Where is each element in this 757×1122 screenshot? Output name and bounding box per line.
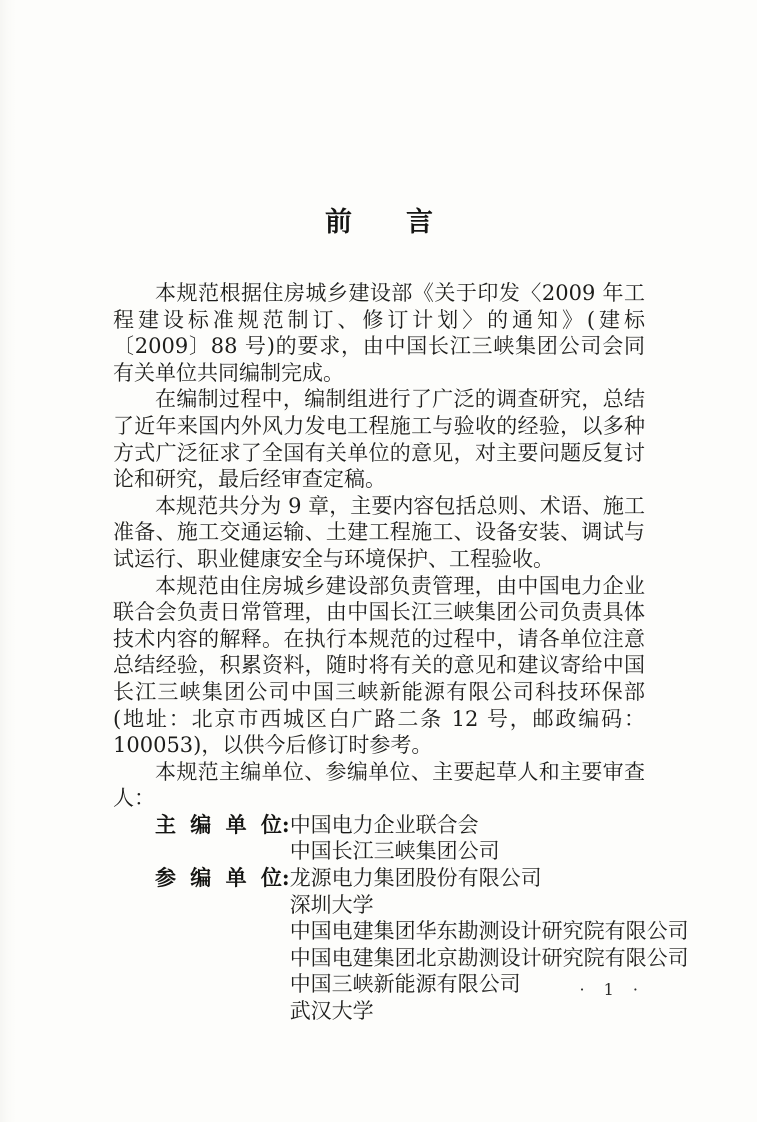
participating-editor-unit: 深圳大学: [289, 892, 374, 917]
chief-editor-row: [113, 812, 645, 865]
page-number: · 1 ·: [579, 980, 645, 999]
participating-editor-units: [290, 865, 689, 1025]
participating-editor-unit: 中国电建集团华东勘测设计研究院有限公司: [289, 919, 689, 944]
paragraph-drafting-process: 在编制过程中，编制组进行了广泛的调查研究，总结了近年来国内外风力发电工程施工与验收的经验，以多种方式广泛征求了全国有关单位的意见，对主要问题反复讨论和研究，最后经审查定稿。: [113, 387, 645, 492]
chief-editor-unit: 中国长江三峡集团公司: [289, 839, 500, 864]
paragraph-units-intro: 本规范主编单位、参编单位、主要起草人和主要审查人：: [113, 759, 645, 811]
page-title: 前 言: [325, 207, 433, 238]
participating-editor-label: 参 编 单 位:: [155, 865, 290, 891]
paragraph-chapters: 本规范共分为 9 章，主要内容包括总则、术语、施工准备、施工交通运输、土建工程施工、设备安装、调试与试运行、职业健康安全与环境保护、工程验收。: [113, 493, 645, 571]
paragraph-management: 本规范由住房城乡建设部负责管理，由中国电力企业联合会负责日常管理，由中国长江三峡集团公司负责具体技术内容的解释。在执行本规范的过程中，请各单位注意总结经验，积累资料，随时将有关的意见和建议寄给中国长江三峡集团公司中国三峡新能源有限公司科技环保部(地址：北京市西城区白广路二条 12 号，邮政编码：100053)，以供今后修订时参考。: [113, 573, 645, 758]
chief-editor-units: [290, 812, 645, 865]
chief-editor-unit: 中国电力企业联合会: [289, 812, 479, 837]
participating-editor-unit: 中国三峡新能源有限公司: [289, 972, 521, 997]
participating-editor-unit: 龙源电力集团股份有限公司: [289, 866, 542, 891]
preface-body: [113, 280, 689, 1025]
paragraph-basis: 本规范根据住房城乡建设部《关于印发〈2009 年工程建设标准规范制订、修订计划〉的通知》(建标〔2009〕88 号)的要求，由中国长江三峡集团公司会同有关单位共同编制完成。: [113, 281, 645, 385]
participating-editor-row: [113, 865, 689, 1025]
chief-editor-label: 主 编 单 位:: [155, 811, 290, 837]
scan-edge-shading: [0, 0, 16, 1122]
participating-editor-unit: 中国电建集团北京勘测设计研究院有限公司: [289, 945, 689, 970]
participating-editor-unit: 武汉大学: [289, 999, 374, 1024]
